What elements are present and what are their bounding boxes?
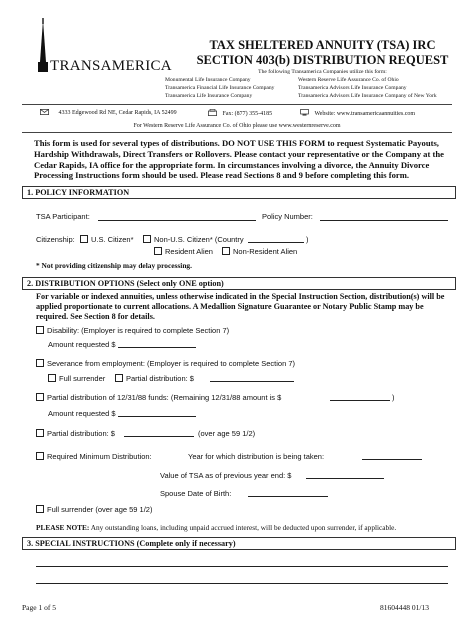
- rmd-checkbox[interactable]: [36, 452, 44, 460]
- non-resident-alien-label: Non-Resident Alien: [233, 247, 298, 256]
- envelope-icon: [40, 109, 49, 117]
- disability-checkbox[interactable]: [36, 326, 44, 334]
- logo-text: TRANSAMERICA: [50, 58, 172, 74]
- form-title-line1: TAX SHELTERED ANNUITY (TSA) IRC: [209, 38, 436, 52]
- us-citizen-label: U.S. Citizen*: [91, 235, 134, 244]
- address-row: [40, 109, 177, 117]
- partial-distribution-label: Partial distribution: $: [126, 374, 194, 383]
- partial-1988-label: Partial distribution of 12/31/88 funds: (Remaining 12/31/88 amount is $: [47, 393, 282, 402]
- page-number: Page 1 of 5: [22, 603, 56, 612]
- company-name: Transamerica Financial Life Insurance Company: [165, 85, 275, 91]
- non-resident-alien-checkbox[interactable]: [222, 247, 230, 255]
- divider: [22, 104, 452, 105]
- fax-icon: [208, 109, 217, 118]
- partial-591-checkbox[interactable]: [36, 429, 44, 437]
- section-2-paragraph: For variable or indexed annuities, unless otherwise indicated in the Special Instruction Section, distribution(s) will be applied proportionate to current allocations. A Medallion Signature Guarantee or Notary Public Stamp may be required. See Section 8 for details.: [36, 292, 445, 322]
- partial-591-amount-field[interactable]: [124, 436, 194, 437]
- remaining-1988-field[interactable]: [330, 400, 390, 401]
- disability-option[interactable]: [36, 326, 229, 335]
- rmd-year-label: Year for which distribution is being taken:: [188, 452, 325, 461]
- resident-alien-option[interactable]: [154, 247, 213, 256]
- disability-label: Disability: (Employer is required to complete Section 7): [47, 326, 230, 335]
- severance-option[interactable]: [36, 359, 295, 368]
- computer-icon: [300, 109, 309, 118]
- partial-distribution-checkbox[interactable]: [115, 374, 123, 382]
- company-name: Transamerica Advisors Life Insurance Company: [298, 85, 407, 91]
- full-surrender-label: Full surrender: [59, 374, 106, 383]
- amount-requested-label: Amount requested $: [48, 409, 116, 418]
- citizenship-note: * Not providing citizenship may delay processing.: [36, 261, 192, 270]
- please-note: [36, 523, 396, 532]
- website-row: [300, 109, 415, 118]
- non-us-citizen-label: Non-U.S. Citizen* (Country: [154, 235, 244, 244]
- company-name: Transamerica Life Insurance Company: [165, 93, 253, 99]
- resident-alien-checkbox[interactable]: [154, 247, 162, 255]
- policy-number-field[interactable]: [320, 220, 448, 221]
- partial-distribution-option[interactable]: [115, 374, 194, 383]
- spouse-dob-field[interactable]: [248, 496, 328, 497]
- address-text: 4333 Edgewood Rd NE, Cedar Rapids, IA 52499: [58, 110, 177, 116]
- over-591-label: (over age 59 1/2): [198, 429, 256, 438]
- tsa-participant-label: TSA Participant:: [36, 212, 90, 221]
- partial-1988-checkbox[interactable]: [36, 393, 44, 401]
- fax-row: [208, 109, 272, 118]
- non-resident-alien-option[interactable]: [222, 247, 297, 256]
- rmd-option[interactable]: [36, 452, 152, 461]
- us-citizen-option[interactable]: [80, 235, 134, 244]
- form-code: 81604448 01/13: [380, 603, 429, 612]
- section-1-heading: 1. POLICY INFORMATION: [22, 186, 456, 199]
- severance-checkbox[interactable]: [36, 359, 44, 367]
- tsa-value-field[interactable]: [306, 478, 384, 479]
- resident-alien-label: Resident Alien: [165, 247, 213, 256]
- non-us-citizen-option[interactable]: [143, 235, 244, 244]
- company-name: Western Reserve Life Assurance Co. of Ohio: [298, 77, 399, 83]
- 1988-amount-field[interactable]: [118, 416, 196, 417]
- divider: [22, 132, 452, 133]
- severance-label: Severance from employment: (Employer is required to complete Section 7): [47, 359, 296, 368]
- companies-intro: The following Transamerica Companies utilize this form:: [258, 69, 387, 75]
- company-name: Monumental Life Insurance Company: [165, 77, 251, 83]
- company-name: Transamerica Advisors Life Insurance Company of New York: [298, 93, 437, 99]
- policy-number-label: Policy Number:: [262, 212, 313, 221]
- country-field[interactable]: [248, 242, 304, 243]
- full-surrender-591-option[interactable]: [36, 505, 152, 514]
- us-citizen-checkbox[interactable]: [80, 235, 88, 243]
- full-surrender-checkbox[interactable]: [48, 374, 56, 382]
- full-surrender-591-label: Full surrender (over age 59 1/2): [47, 505, 153, 514]
- partial-591-option[interactable]: [36, 429, 115, 438]
- special-instructions-line[interactable]: [36, 583, 448, 584]
- disability-amount-field[interactable]: [118, 347, 196, 348]
- non-us-citizen-checkbox[interactable]: [143, 235, 151, 243]
- special-instructions-line[interactable]: [36, 566, 448, 567]
- tsa-value-label: Value of TSA as of previous year end: $: [160, 471, 292, 480]
- section-2-heading: 2. DISTRIBUTION OPTIONS (Select only ONE option): [22, 277, 456, 290]
- spouse-dob-label: Spouse Date of Birth:: [160, 489, 232, 498]
- full-surrender-591-checkbox[interactable]: [36, 505, 44, 513]
- rmd-label: Required Minimum Distribution:: [47, 452, 152, 461]
- citizenship-label: Citizenship:: [36, 235, 75, 244]
- intro-paragraph: This form is used for several types of distributions. DO NOT USE THIS FORM to request Systematic Payouts, Hardship Withdrawals, Direct Transfers or Rollovers. Please contact your representative or the Company at the Cedar Rapids, IA office for the appropriate form. In circumstances involving a divorce, the Annuity Divorce Processing Instructions form should be used. Please read Sections 8 and 9 before completing this form.: [34, 138, 444, 181]
- website-text[interactable]: Website: www.transamericaannuities.com: [314, 111, 416, 117]
- section-3-heading: 3. SPECIAL INSTRUCTIONS (Complete only if necessary): [22, 537, 456, 550]
- western-reserve-note: For Western Reserve Life Assurance Co. of Ohio please use www.westernreserve.com: [133, 123, 341, 129]
- amount-requested-label: Amount requested $: [48, 340, 116, 349]
- please-note-text: Any outstanding loans, including unpaid accrued interest, will be deducted upon surrender, if applicable.: [90, 523, 397, 532]
- close-paren: ): [392, 393, 395, 402]
- rmd-year-field[interactable]: [362, 459, 422, 460]
- fax-text: Fax: (877) 355-4185: [222, 111, 273, 117]
- partial-591-label: Partial distribution: $: [47, 429, 115, 438]
- please-note-label: PLEASE NOTE:: [36, 523, 90, 532]
- close-paren: ): [306, 235, 309, 244]
- full-surrender-option[interactable]: [48, 374, 105, 383]
- partial-amount-field[interactable]: [210, 381, 294, 382]
- form-title-line2: SECTION 403(b) DISTRIBUTION REQUEST: [196, 53, 449, 67]
- partial-1988-option[interactable]: [36, 393, 281, 402]
- tsa-participant-field[interactable]: [98, 220, 256, 221]
